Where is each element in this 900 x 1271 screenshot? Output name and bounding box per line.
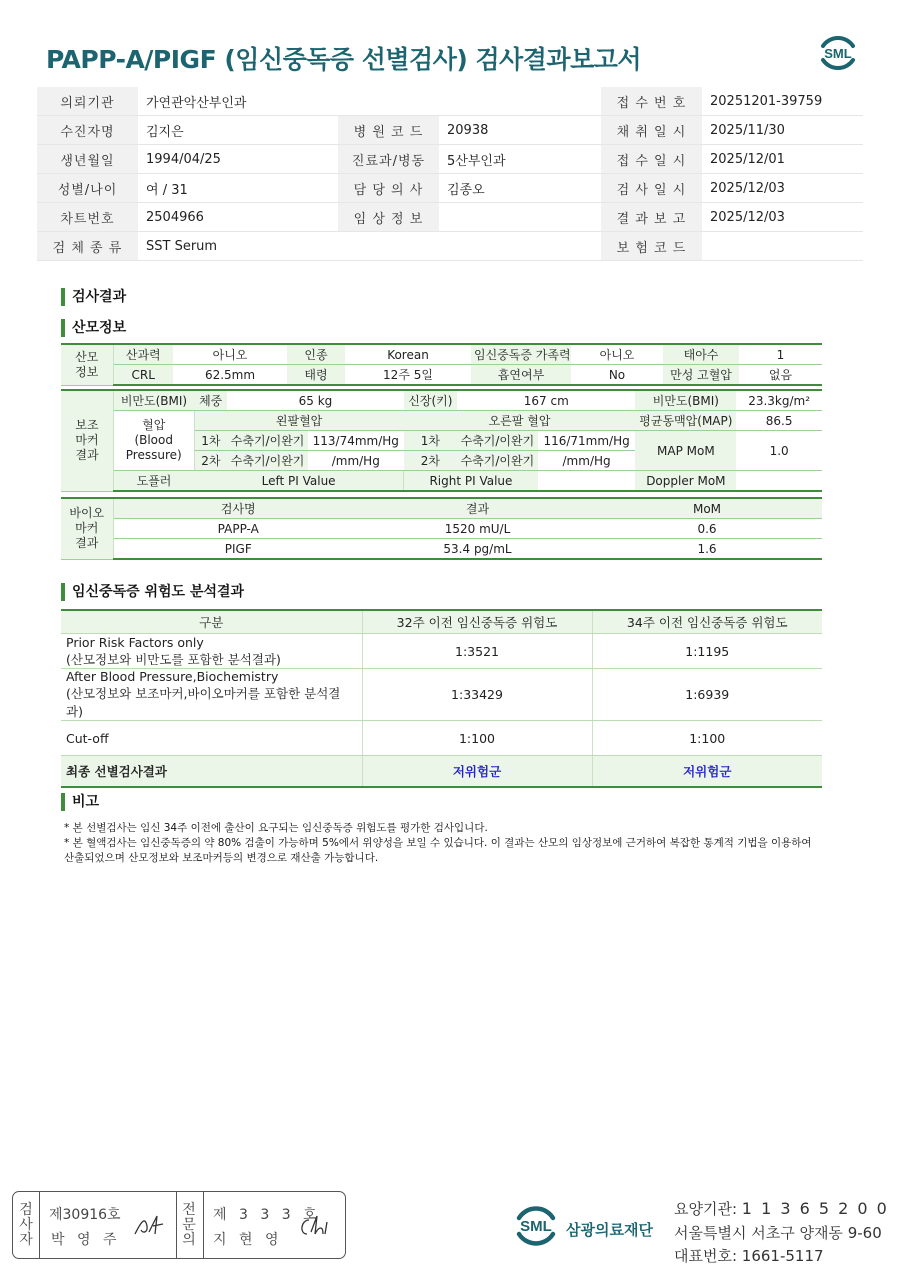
label-ethnicity: 인종 <box>287 344 345 365</box>
section-results: 검사결과 <box>61 288 126 306</box>
label-doppler-mom: Doppler MoM <box>635 471 736 492</box>
value-weight: 65 kg <box>227 390 403 411</box>
risk-header-category: 구분 <box>61 610 362 634</box>
risk-row-after-label <box>61 669 362 721</box>
value-family-history: 아니오 <box>571 344 663 365</box>
risk-final-32w: 저위험군 <box>362 756 592 788</box>
info-row <box>37 145 863 174</box>
risk-header-32w: 32주 이전 임신중독증 위험도 <box>362 610 592 634</box>
risk-cutoff-34w: 1:100 <box>592 721 822 756</box>
org-name: 삼광의료재단 <box>566 1221 653 1239</box>
value-height: 167 cm <box>457 390 635 411</box>
label-right-pi: Right PI Value <box>404 471 538 492</box>
risk-after-34w: 1:6939 <box>592 669 822 721</box>
risk-after-32w: 1:33429 <box>362 669 592 721</box>
label-bmi: 비만도(BMI) <box>113 390 194 411</box>
info-value: 20251201-39759 <box>702 87 863 116</box>
info-label: 접 수 번 호 <box>601 87 702 116</box>
label-obstetric-history: 산과력 <box>113 344 173 365</box>
label-smoking: 흡연여부 <box>471 365 571 386</box>
risk-after-label-2: (산모정보와 보조마커,바이오마커를 포함한 분석결과) <box>66 686 341 719</box>
info-label: 진료과/병동 <box>338 145 439 174</box>
value-crl: 62.5mm <box>173 365 287 386</box>
label-left-sysdia-2: 수축기/이완기 <box>227 451 308 471</box>
bio-pigf-result: 53.4 pg/mL <box>363 539 592 560</box>
specialist-license-no: 제 3 3 3 호 <box>213 1207 321 1223</box>
provider-label: 요양기관: <box>674 1200 738 1218</box>
patient-info-table <box>37 87 863 261</box>
specialist-label: 전 문 의 <box>182 1201 196 1248</box>
maternal-group-label: 산모 정보 <box>61 344 113 385</box>
info-label: 의뢰기관 <box>37 87 138 116</box>
label-height: 신장(키) <box>404 390 457 411</box>
label-family-history: 임신중독증 가족력 <box>471 344 571 365</box>
value-bmi: 23.3kg/m² <box>736 390 822 411</box>
info-label: 차트번호 <box>37 203 138 232</box>
label-map: 평균동맥압(MAP) <box>635 411 736 431</box>
aux-marker-table <box>61 389 822 492</box>
label-bmi-value: 비만도(BMI) <box>635 390 736 411</box>
bio-group-label: 바이오 마커 결과 <box>61 498 113 559</box>
info-row <box>37 116 863 145</box>
bio-papp-a-mom: 0.6 <box>592 519 822 539</box>
value-fetus-count: 1 <box>739 344 822 365</box>
examiner-name: 박 영 주 <box>51 1232 121 1248</box>
label-right-sysdia-2: 수축기/이완기 <box>457 451 538 471</box>
label-left-pi: Left PI Value <box>194 471 404 492</box>
examiner-signature <box>131 1212 167 1240</box>
info-value: 여 / 31 <box>138 174 338 203</box>
risk-header-34w: 34주 이전 임신중독증 위험도 <box>592 610 822 634</box>
info-value: 2025/11/30 <box>702 116 863 145</box>
label-left-first: 1차 <box>194 431 227 451</box>
specialist-signature <box>295 1212 335 1240</box>
section-notes: 비고 <box>61 793 99 811</box>
label-left-second: 2차 <box>194 451 227 471</box>
org-address: 서울특별시 서초구 양재동 9-60 <box>674 1224 882 1242</box>
bio-header-mom: MoM <box>592 498 822 519</box>
info-label: 수진자명 <box>37 116 138 145</box>
risk-cutoff-32w: 1:100 <box>362 721 592 756</box>
info-label: 임 상 정 보 <box>338 203 439 232</box>
info-row <box>37 174 863 203</box>
note-2: * 본 혈액검사는 임신중독증의 약 80% 검출이 가능하며 5%에서 위양성을 보일 수 있습니다. 이 결과는 산모의 임상정보에 근거하여 복잡한 통계적 기법을 이용하여 산출되었으며 산모정보와 보조마커등의 변경으로 재산출 가능합니다. <box>64 837 812 864</box>
logo-text: SML <box>824 46 852 61</box>
org-logo-icon <box>510 1200 562 1252</box>
info-value <box>439 203 601 232</box>
info-value: 김지은 <box>138 116 338 145</box>
risk-prior-32w: 1:3521 <box>362 634 592 669</box>
bio-pigf-mom: 1.6 <box>592 539 822 560</box>
label-doppler: 도플러 <box>113 471 194 492</box>
provider-number: 1 1 3 6 5 2 0 0 <box>741 1199 889 1218</box>
value-right-bp-2: /mm/Hg <box>538 451 636 471</box>
info-label: 접 수 일 시 <box>601 145 702 174</box>
risk-prior-label-1: Prior Risk Factors only <box>66 634 204 650</box>
info-value <box>702 232 863 261</box>
risk-final-34w: 저위험군 <box>592 756 822 788</box>
label-gestational-age: 태령 <box>287 365 345 386</box>
info-label: 담 당 의 사 <box>338 174 439 203</box>
info-label: 검 사 일 시 <box>601 174 702 203</box>
info-value: 2025/12/03 <box>702 174 863 203</box>
note-1: * 본 선별검사는 임신 34주 이전에 출산이 요구되는 임신중독증 위험도를 평가한 검사입니다. <box>64 822 488 834</box>
value-left-bp-2: /mm/Hg <box>308 451 404 471</box>
signature-stamp <box>12 1191 346 1259</box>
report-title: PAPP-A/PIGF (임신중독증 선별검사) 검사결과보고서 <box>46 45 642 74</box>
phone-number: 1661-5117 <box>741 1247 824 1265</box>
value-map: 86.5 <box>736 411 822 431</box>
label-blood-pressure: 혈압 (Blood Pressure) <box>113 411 194 471</box>
risk-after-label-1: After Blood Pressure,Biochemistry <box>66 669 279 684</box>
provider-line <box>674 1198 889 1219</box>
bio-header-test: 검사명 <box>113 498 363 519</box>
info-label: 채 취 일 시 <box>601 116 702 145</box>
label-right-arm: 오른팔 혈압 <box>404 411 636 431</box>
maternal-info-table <box>61 343 822 386</box>
value-left-bp-1: 113/74mm/Hg <box>308 431 404 451</box>
org-logo <box>510 1200 562 1252</box>
info-label <box>338 232 439 261</box>
risk-prior-label-2: (산모정보와 비만도를 포함한 분석결과) <box>66 651 281 667</box>
sml-logo <box>815 30 861 76</box>
bio-papp-a-result: 1520 mU/L <box>363 519 592 539</box>
info-label: 검 체 종 류 <box>37 232 138 261</box>
biomarker-table <box>61 497 822 560</box>
info-value: 20938 <box>439 116 601 145</box>
value-map-mom: 1.0 <box>736 431 822 471</box>
info-label: 성별/나이 <box>37 174 138 203</box>
info-value <box>439 232 601 261</box>
info-row <box>37 232 863 261</box>
section-risk: 임신중독증 위험도 분석결과 <box>61 583 244 601</box>
label-right-second: 2차 <box>404 451 457 471</box>
specialist-name: 지 현 영 <box>213 1232 283 1248</box>
info-label: 병 원 코 드 <box>338 116 439 145</box>
info-value: 2025/12/01 <box>702 145 863 174</box>
value-obstetric-history: 아니오 <box>173 344 287 365</box>
examiner-license-no: 제30916호 <box>49 1207 121 1223</box>
info-label <box>338 87 439 116</box>
info-value: 2504966 <box>138 203 338 232</box>
label-right-first: 1차 <box>404 431 457 451</box>
info-value <box>439 87 601 116</box>
bio-pigf-name: PIGF <box>113 539 363 560</box>
label-chronic-hypertension: 만성 고혈압 <box>663 365 739 386</box>
label-left-sysdia-1: 수축기/이완기 <box>227 431 308 451</box>
value-smoking: No <box>571 365 663 386</box>
risk-table <box>61 609 822 788</box>
value-gestational-age: 12주 5일 <box>345 365 471 386</box>
info-value: 1994/04/25 <box>138 145 338 174</box>
section-maternal-info: 산모정보 <box>61 319 126 337</box>
info-value: 5산부인과 <box>439 145 601 174</box>
value-right-bp-1: 116/71mm/Hg <box>538 431 636 451</box>
patient-info-body <box>37 87 863 261</box>
phone-line <box>674 1245 824 1266</box>
bio-header-result: 결과 <box>363 498 592 519</box>
value-chronic-hypertension: 없음 <box>739 365 822 386</box>
phone-label: 대표번호: <box>674 1247 738 1265</box>
sml-logo-icon <box>815 30 861 76</box>
risk-cutoff-label: Cut-off <box>61 721 362 756</box>
label-fetus-count: 태아수 <box>663 344 739 365</box>
org-logo-text: SML <box>520 1218 552 1235</box>
bio-papp-a-name: PAPP-A <box>113 519 363 539</box>
info-row <box>37 203 863 232</box>
value-ethnicity: Korean <box>345 344 471 365</box>
label-left-arm: 왼팔혈압 <box>194 411 404 431</box>
info-row <box>37 87 863 116</box>
risk-row-prior-label <box>61 634 362 669</box>
info-value: 김종오 <box>439 174 601 203</box>
label-map-mom: MAP MoM <box>635 431 736 471</box>
label-crl: CRL <box>113 365 173 386</box>
label-right-sysdia-1: 수축기/이완기 <box>457 431 538 451</box>
risk-final-label: 최종 선별검사결과 <box>61 756 362 788</box>
aux-group-label: 보조 마커 결과 <box>61 390 113 491</box>
info-value: SST Serum <box>138 232 338 261</box>
info-value: 가연관악산부인과 <box>138 87 338 116</box>
info-label: 생년월일 <box>37 145 138 174</box>
info-value: 2025/12/03 <box>702 203 863 232</box>
label-weight: 체중 <box>194 390 227 411</box>
examiner-label: 검 사 자 <box>19 1201 33 1248</box>
info-label: 보 험 코 드 <box>601 232 702 261</box>
risk-prior-34w: 1:1195 <box>592 634 822 669</box>
info-label: 결 과 보 고 <box>601 203 702 232</box>
